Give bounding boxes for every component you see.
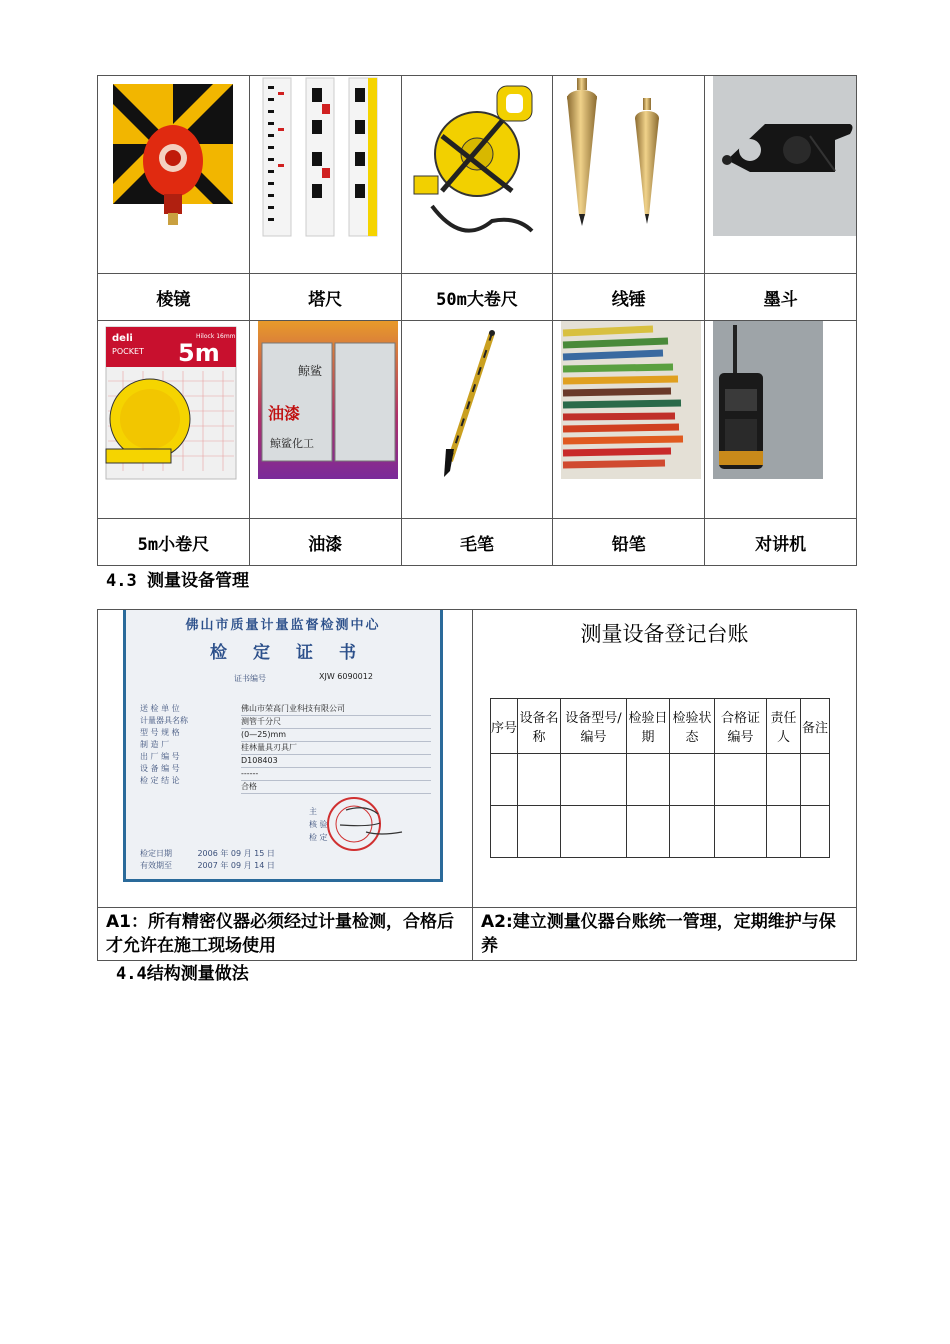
walkie-talkie-image-cell bbox=[705, 321, 857, 519]
tape-5m-image-cell bbox=[98, 321, 250, 519]
tape-50m-image-cell bbox=[401, 76, 553, 274]
date-label: 检定日期 bbox=[140, 849, 172, 858]
certificate-org: 佛山市质量计量监督检测中心 bbox=[185, 618, 381, 633]
tool-label-walkie-talkie: 对讲机 bbox=[705, 519, 857, 566]
tool-label-prism: 棱镜 bbox=[98, 274, 250, 321]
ledger-header: 责任人 bbox=[767, 699, 801, 754]
calibration-certificate bbox=[123, 610, 443, 882]
prism-image bbox=[98, 76, 248, 274]
tool-label-brush: 毛笔 bbox=[401, 519, 553, 566]
section-heading-4-3: 4.3 测量设备管理 bbox=[106, 571, 249, 591]
paint-footer-text: 鲸鲨化工 bbox=[269, 437, 314, 450]
tool-label-ink-line: 墨斗 bbox=[705, 274, 857, 321]
field-label: 设 备 编 号 bbox=[140, 764, 180, 773]
certificate-dates bbox=[140, 848, 275, 872]
equipment-management-table bbox=[97, 609, 857, 961]
brush-image-cell bbox=[401, 321, 553, 519]
field-label: 型 号 规 格 bbox=[140, 728, 180, 737]
field-label: 送 检 单 位 bbox=[140, 704, 180, 713]
brush-image bbox=[402, 321, 552, 519]
tape-pocket-text: POCKET bbox=[112, 347, 144, 356]
sign-label: 主 bbox=[309, 807, 317, 816]
field-value: 测管千分尺 bbox=[241, 716, 431, 729]
ledger-header: 设备名称 bbox=[518, 699, 561, 754]
tape-hilock-text: Hilock 16mm bbox=[196, 333, 236, 340]
caption-a2: A2:建立测量仪器台账统一管理，定期维护与保养 bbox=[473, 908, 857, 961]
plumb-bob-image-cell bbox=[553, 76, 705, 274]
pencils-image bbox=[553, 321, 703, 519]
ink-line-image bbox=[705, 76, 856, 274]
paint-image bbox=[250, 321, 400, 519]
prism-image-cell bbox=[98, 76, 250, 274]
tool-label-paint: 油漆 bbox=[249, 519, 401, 566]
pencils-image-cell bbox=[553, 321, 705, 519]
field-label: 检 定 结 论 bbox=[140, 776, 180, 785]
field-value: 合格 bbox=[241, 781, 431, 794]
tool-label-tape-5m: 5m小卷尺 bbox=[98, 519, 250, 566]
date-value: 2006 年 09 月 15 日 bbox=[197, 849, 275, 858]
certificate-signatures bbox=[309, 805, 328, 844]
paint-image-cell bbox=[249, 321, 401, 519]
tool-label-plumb-bob: 线锤 bbox=[553, 274, 705, 321]
tape-size-text: 5m bbox=[178, 339, 220, 367]
field-value: 佛山市荣高门业科技有限公司 bbox=[241, 703, 431, 716]
field-value: D108403 bbox=[241, 755, 431, 768]
ledger-header: 合格证编号 bbox=[715, 699, 767, 754]
date-label: 有效期至 bbox=[140, 861, 172, 870]
staff-image-cell bbox=[249, 76, 401, 274]
tool-label-pencil: 铅笔 bbox=[553, 519, 705, 566]
ledger-header: 检验状态 bbox=[670, 699, 715, 754]
ledger-header: 序号 bbox=[491, 699, 518, 754]
paint-brand-text: 鲸鲨 bbox=[297, 364, 322, 378]
certificate-no-value: XJW 6090012 bbox=[319, 672, 373, 681]
ink-line-image-cell bbox=[705, 76, 857, 274]
certificate-no-label: 证书编号 bbox=[234, 674, 266, 683]
tape-brand-text: deli bbox=[112, 333, 133, 344]
field-label: 制 造 厂 bbox=[140, 740, 170, 749]
tools-table bbox=[97, 75, 857, 566]
certificate-field-labels bbox=[140, 703, 188, 787]
ledger-row bbox=[491, 806, 830, 858]
field-value: 桂林量具刃具厂 bbox=[241, 742, 431, 755]
sign-label: 检 定 bbox=[309, 833, 328, 842]
ledger-row bbox=[491, 754, 830, 806]
section-heading-4-4: 4.4结构测量做法 bbox=[116, 964, 249, 984]
certificate-title: 检定证书 bbox=[210, 643, 382, 663]
walkie-talkie-image bbox=[705, 321, 855, 519]
certificate-field-values bbox=[241, 703, 431, 794]
ledger-header: 设备型号/编号 bbox=[561, 699, 627, 754]
plumb-bob-image bbox=[553, 76, 703, 274]
staff-image bbox=[250, 76, 400, 274]
certificate-cell bbox=[98, 610, 473, 908]
tape-50m-image bbox=[402, 76, 552, 274]
tool-label-tape-50m: 50m大卷尺 bbox=[401, 274, 553, 321]
ledger-title: 测量设备登记台账 bbox=[580, 622, 749, 646]
sign-label: 核 验 bbox=[309, 820, 328, 829]
field-label: 计量器具名称 bbox=[140, 716, 188, 725]
date-value: 2007 年 09 月 14 日 bbox=[197, 861, 275, 870]
field-value: (0—25)mm bbox=[241, 729, 431, 742]
field-value: ------ bbox=[241, 768, 431, 781]
ledger-header: 备注 bbox=[801, 699, 830, 754]
paint-label-text: 油漆 bbox=[267, 404, 300, 423]
field-label: 出 厂 编 号 bbox=[140, 752, 180, 761]
tape-5m-image bbox=[98, 321, 248, 519]
ledger-header: 检验日期 bbox=[627, 699, 670, 754]
tool-label-staff: 塔尺 bbox=[249, 274, 401, 321]
ledger-table bbox=[490, 698, 830, 858]
caption-a1: A1：所有精密仪器必须经过计量检测，合格后才允许在施工现场使用 bbox=[98, 908, 473, 961]
ledger-cell bbox=[473, 610, 857, 908]
